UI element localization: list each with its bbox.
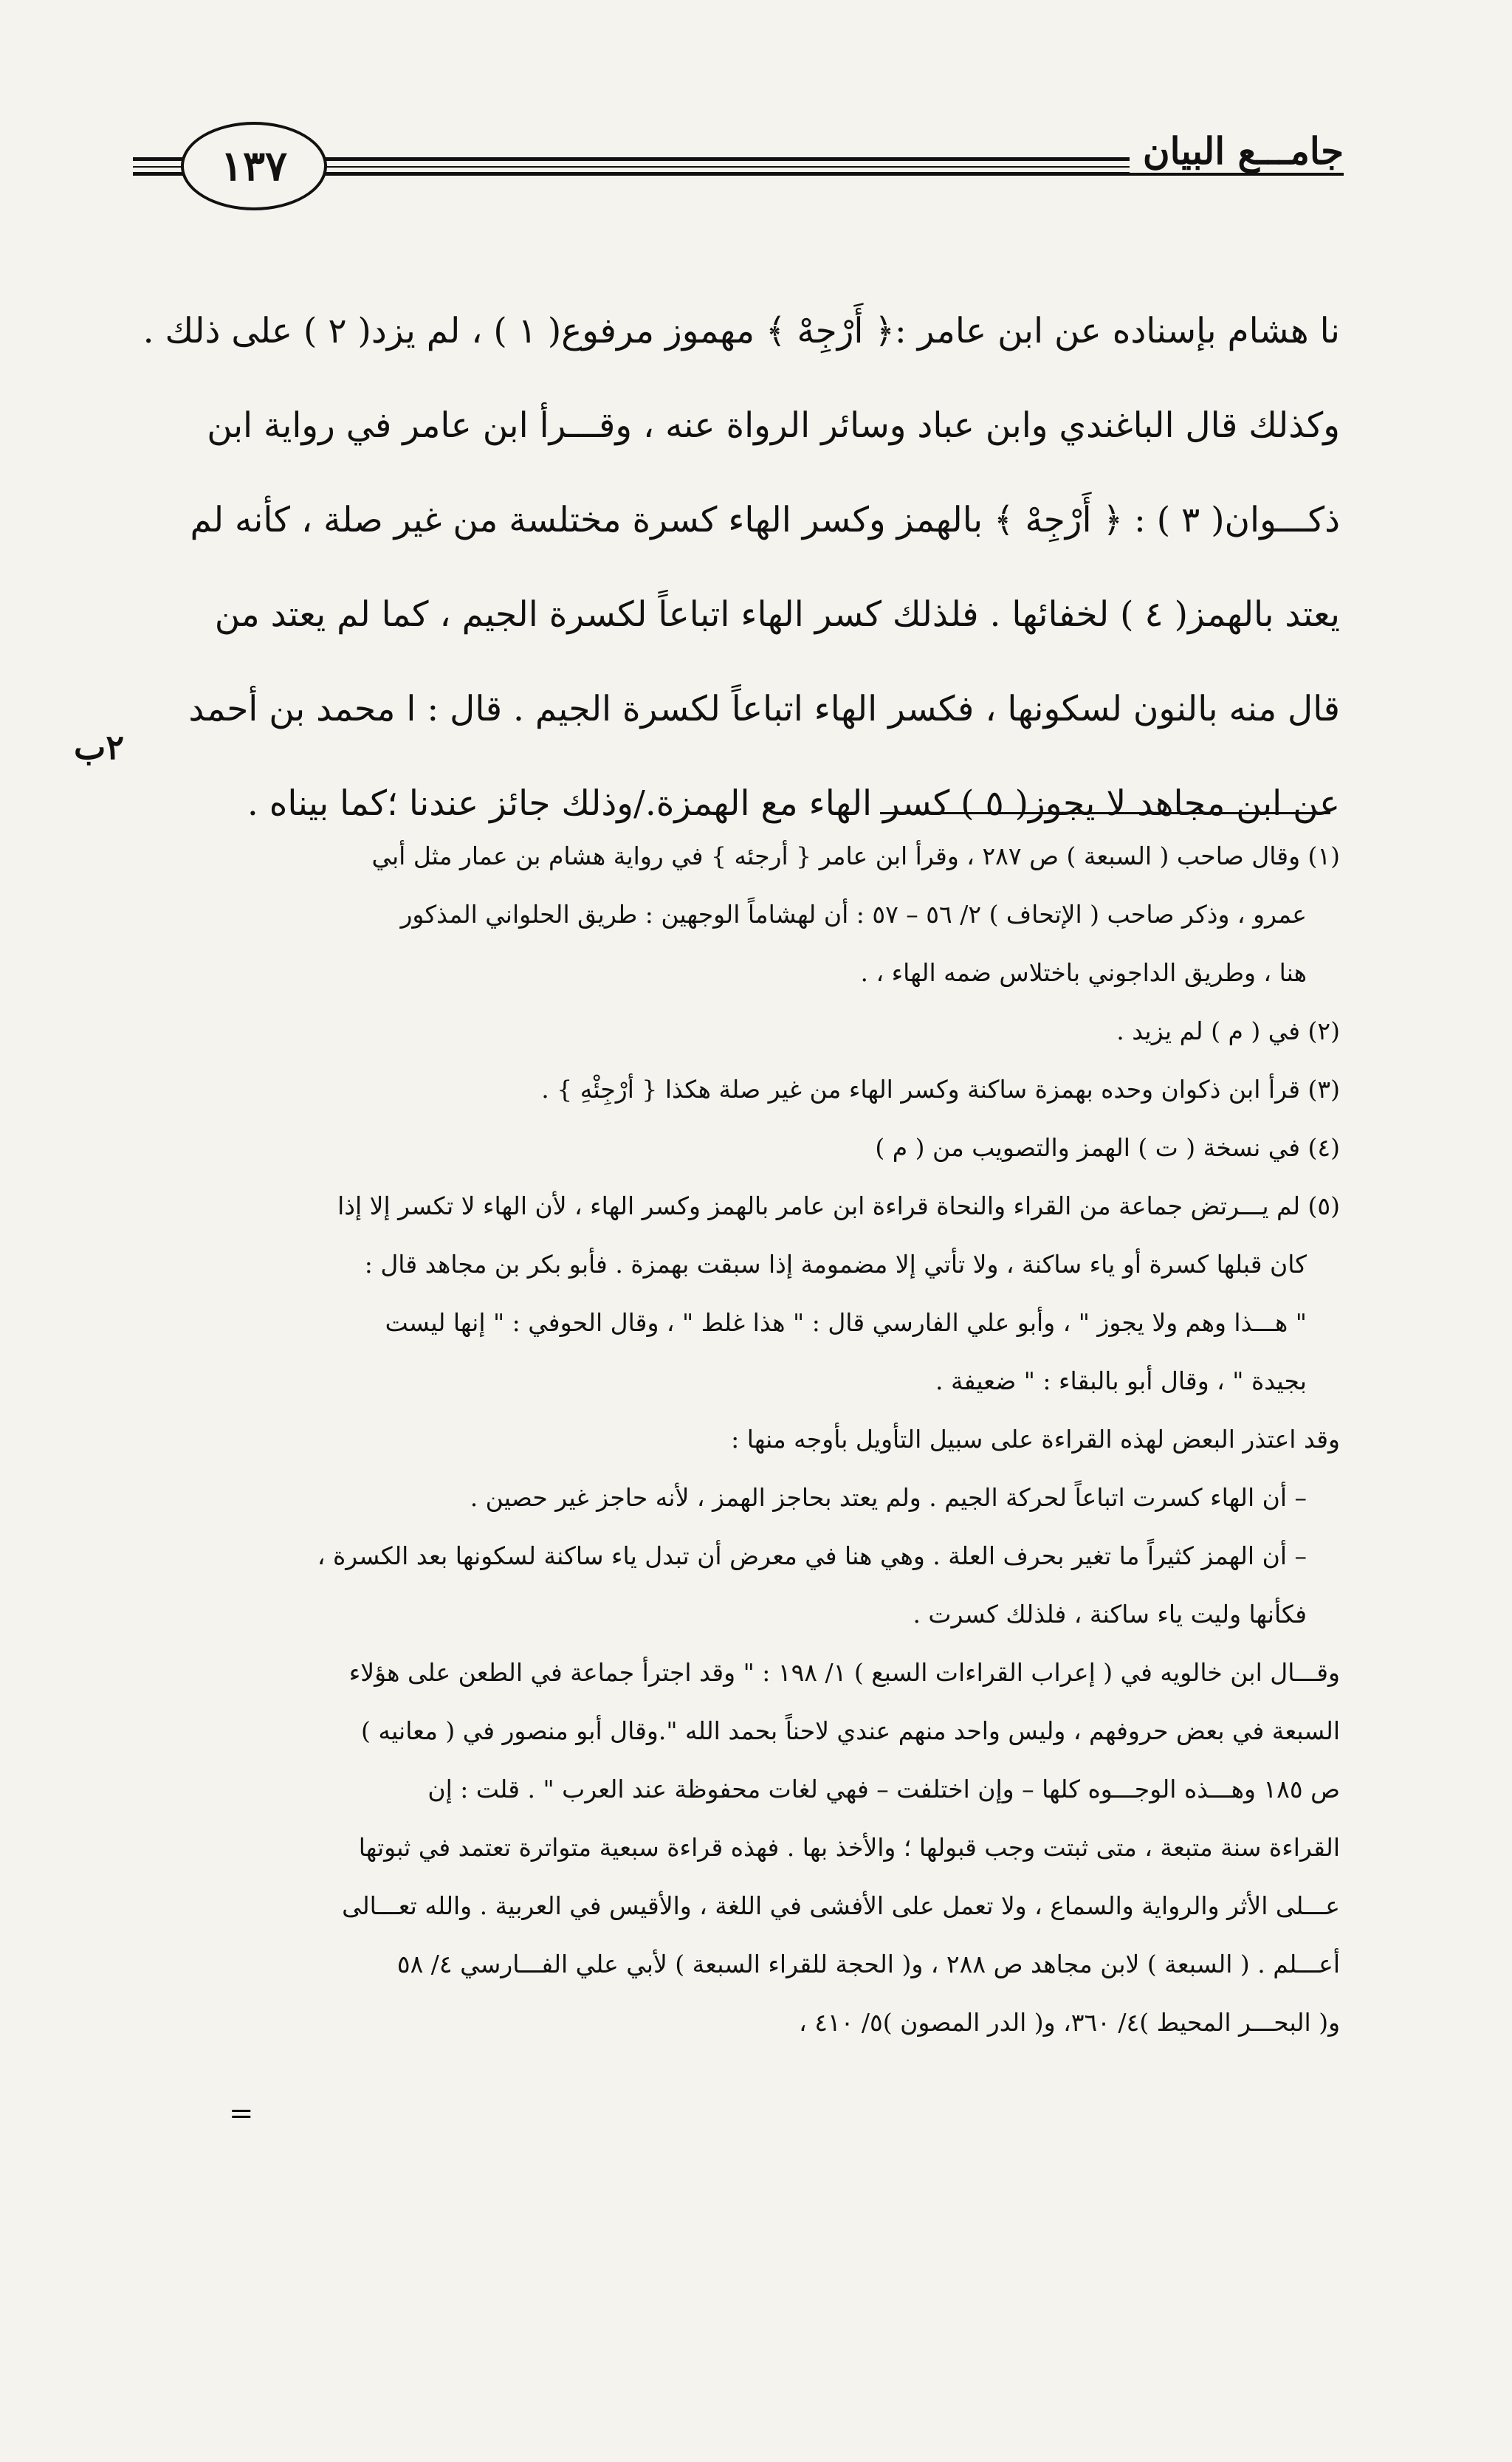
page-header: [133, 122, 1344, 210]
page-number: ١٣٧: [181, 122, 327, 210]
footnote-line: (١) وقال صاحب ( السبعة ) ص ٢٨٧ ، وقرأ ابن عامر { أرجئه } في رواية هشام بن عمار مثل أبي: [371, 842, 1340, 870]
footnote-line: فكأنها وليت ياء ساكنة ، فلذلك كسرت .: [913, 1600, 1307, 1629]
footnote-line: السبعة في بعض حروفهم ، وليس واحد منهم عندي لاحناً بحمد الله ".وقال أبو منصور في ( معانيه ): [361, 1716, 1340, 1745]
footnote-line: (٣) قرأ ابن ذكوان وحده بهمزة ساكنة وكسر الهاء من غير صلة هكذا { أرْجِئْهِ } .: [541, 1075, 1340, 1104]
footnote-line: أعـــلم . ( السبعة ) لابن مجاهد ص ٢٨٨ ، و( الحجة للقراء السبعة ) لأبي علي الفـــارسي ٤/ ٥٨: [396, 1950, 1340, 1978]
footnote-line: (٤) في نسخة ( ت ) الهمز والتصويب من ( م ): [875, 1133, 1340, 1162]
main-line: وكذلك قال الباغندي وابن عباد وسائر الرواة عنه ، وقـــرأ ابن عامر في رواية ابن: [207, 405, 1340, 446]
footnote-divider: [880, 812, 1330, 814]
main-line: ذكـــوان( ٣ ) : ﴿ أَرْجِهْ ﴾ بالهمز وكسر الهاء كسرة مختلسة من غير صلة ، كأنه لم: [190, 500, 1340, 540]
footnote-line: ص ١٨٥ وهـــذه الوجـــوه كلها – وإن اختلفت – فهي لغات محفوظة عند العرب " . قلت : إن: [427, 1775, 1340, 1803]
footnote-line: عمرو ، وذكر صاحب ( الإتحاف ) ٢/ ٥٦ – ٥٧ : أن لهشاماً الوجهين : طريق الحلواني المذكور: [400, 900, 1307, 929]
footnote-line: وقـــال ابن خالويه في ( إعراب القراءات السبع ) ١/ ١٩٨ : " وقد اجترأ جماعة في الطعن على هؤلاء: [348, 1658, 1340, 1687]
footnote-line: عـــلى الأثر والرواية والسماع ، ولا تعمل على الأفشى في اللغة ، والأقيس في العربية . والله تعـــالى: [342, 1891, 1340, 1920]
footnote-line: كان قبلها كسرة أو ياء ساكنة ، ولا تأتي إلا مضمومة إذا سبقت بهمزة . فأبو بكر بن مجاهد قال :: [364, 1250, 1307, 1279]
continuation-mark: =: [229, 2097, 254, 2131]
book-title: جامـــع البيان: [1130, 129, 1344, 173]
footnote-line: وقد اعتذر البعض لهذه القراءة على سبيل التأويل بأوجه منها :: [731, 1425, 1340, 1454]
main-line: عن ابن مجاهد لا يجوز( ٥ ) كسر الهاء مع الهمزة./وذلك جائز عندنا ؛كما بيناه .: [247, 783, 1340, 824]
footnote-line: (٢) في ( م ) لم يزيد .: [1116, 1017, 1340, 1045]
main-line: نا هشام بإسناده عن ابن عامر :﴿ أَرْجِهْ ﴾ مهموز مرفوع( ١ ) ، لم يزد( ٢ ) على ذلك .: [142, 311, 1340, 351]
footnote-line: – أن الهمز كثيراً ما تغير بحرف العلة . وهي هنا في معرض أن تبدل ياء ساكنة لسكونها بعد الكسرة ،: [317, 1541, 1307, 1570]
footnote-line: بجيدة " ، وقال أبو بالبقاء : " ضعيفة .: [935, 1366, 1307, 1395]
footnote-line: القراءة سنة متبعة ، متى ثبتت وجب قبولها ؛ والأخذ بها . فهذه قراءة سبعية متواترة تعتمد في ثبوتها: [358, 1833, 1340, 1862]
footnote-line: – أن الهاء كسرت اتباعاً لحركة الجيم . ولم يعتد بحاجز الهمز ، لأنه حاجز غير حصين .: [470, 1483, 1307, 1512]
main-text: [142, 284, 1340, 851]
folio-margin-note: ٢ب: [74, 727, 125, 767]
footnote-line: (٥) لم يـــرتض جماعة من القراء والنحاة قراءة ابن عامر بالهمز وكسر الهاء ، لأن الهاء لا تكسر إلا إذا: [337, 1192, 1340, 1220]
footnote-line: " هـــذا وهم ولا يجوز " ، وأبو علي الفارسي قال : " هذا غلط " ، وقال الحوفي : " إنها ليست: [385, 1308, 1307, 1337]
footnotes: [170, 827, 1340, 2052]
main-line: قال منه بالنون لسكونها ، فكسر الهاء اتباعاً لكسرة الجيم . قال : ا محمد بن أحمد: [188, 689, 1340, 729]
footnote-line: و( البحـــر المحيط )٤/ ٣٦٠، و( الدر المصون )٥/ ٤١٠ ،: [799, 2008, 1340, 2037]
main-line: يعتد بالهمز( ٤ ) لخفائها . فلذلك كسر الهاء اتباعاً لكسرة الجيم ، كما لم يعتد من: [214, 594, 1340, 635]
footnote-line: هنا ، وطريق الداجوني باختلاس ضمه الهاء ، .: [860, 958, 1307, 987]
